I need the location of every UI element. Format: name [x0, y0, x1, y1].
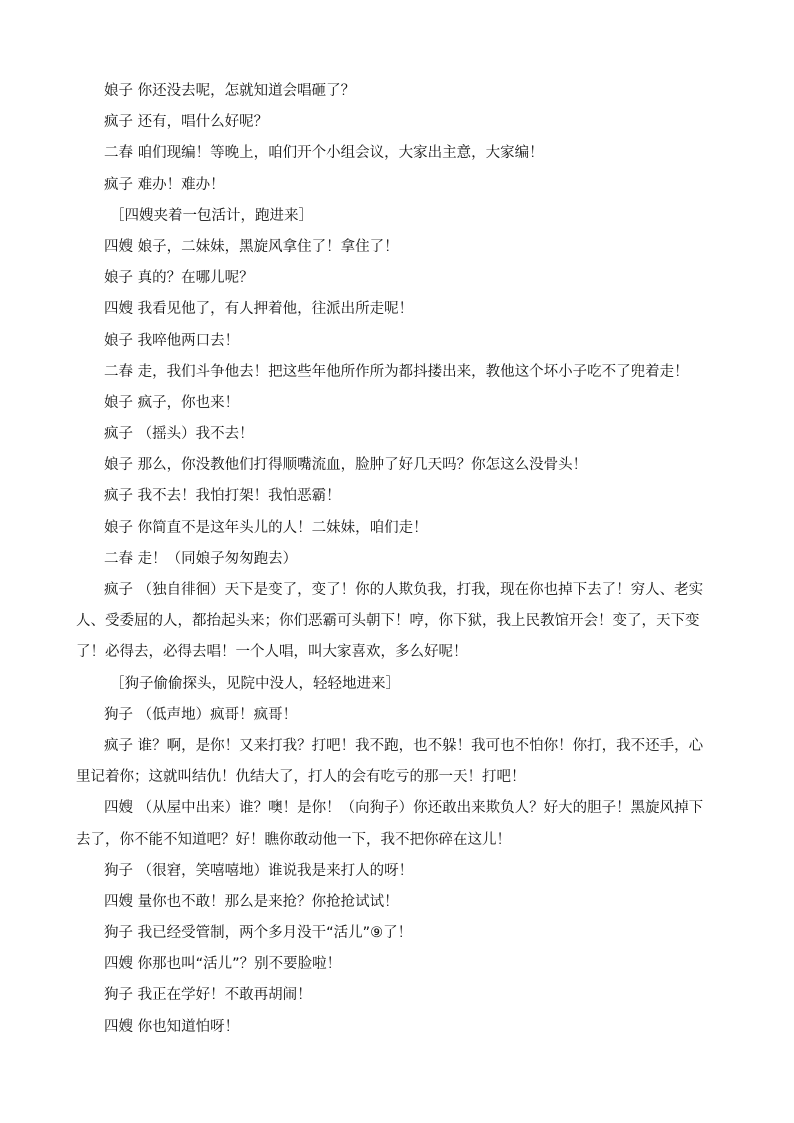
- dialogue-line: 娘子 疯子，你也来！: [104, 394, 240, 411]
- dialogue-line: 娘子 我啐他两口去！: [104, 332, 240, 349]
- dialogue-line: 四嫂 （从屋中出来）谁？噢！是你！（向狗子）你还敢出来欺负人？好大的胆子！黑旋风掉下: [104, 800, 704, 817]
- dialogue-line: 四嫂 娘子，二妹妹，黑旋风拿住了！拿住了！: [104, 238, 399, 255]
- dialogue-line: 疯子 （摇头）我不去！: [104, 426, 254, 443]
- dialogue-line: 人、受委屈的人，都抬起头来；你们恶霸可头朝下！哼，你下狱，我上民教馆开会！变了，天下变: [76, 613, 700, 630]
- stage-direction: ［狗子偷偷探头，见院中没人，轻轻地进来］: [110, 675, 400, 692]
- dialogue-line: 狗子 （低声地）疯哥！疯哥！: [104, 706, 298, 723]
- dialogue-line: 里记着你；这就叫结仇！仇结大了，打人的会有吃亏的那一天！打吧！: [76, 769, 526, 786]
- dialogue-line: 二春 咱们现编！等晚上，咱们开个小组会议，大家出主意，大家编！: [104, 145, 544, 162]
- dialogue-line: 疯子 我不去！我怕打架！我怕恶霸！: [104, 488, 341, 505]
- dialogue-line: 娘子 那么，你没教他们打得顺嘴流血，脸肿了好几天吗？你怎这么没骨头！: [104, 457, 588, 474]
- dialogue-line: 二春 走，我们斗争他去！把这些年他所作所为都抖搂出来，教他这个坏小子吃不了兜着走！: [104, 363, 689, 380]
- dialogue-line: 娘子 真的？在哪儿呢？: [104, 270, 254, 287]
- dialogue-line: 疯子 （独自徘徊）天下是变了，变了！你的人欺负我，打我，现在你也掉下去了！穷人、老实: [104, 582, 704, 598]
- dialogue-line: 四嫂 我看见他了，有人押着他，往派出所走呢！: [104, 301, 414, 318]
- dialogue-line: 疯子 谁？啊，是你！又来打我？打吧！我不跑，也不躲！我可也不怕你！你打，我不还手，心: [104, 737, 704, 754]
- dialogue-line: 娘子 你还没去呢，怎就知道会唱砸了？: [104, 83, 356, 99]
- stage-direction: ［四嫂夹着一包活计，跑进来］: [110, 207, 313, 224]
- dialogue-line: 二春 走！（同娘子匆匆跑去）: [104, 550, 298, 567]
- dialogue-line: 疯子 难办！难办！: [104, 176, 225, 193]
- dialogue-line: 去了，你不能不知道吧？好！瞧你敢动他一下，我不把你碎在这儿！: [76, 831, 511, 848]
- dialogue-line: 狗子 我已经受管制，两个多月没干“活儿”⑨了！: [104, 925, 413, 942]
- dialogue-line: 了！必得去，必得去唱！一个人唱，叫大家喜欢，多么好呢！: [76, 644, 468, 661]
- dialogue-line: 娘子 你简直不是这年头儿的人！二妹妹，咱们走！: [104, 519, 428, 536]
- dialogue-line: 四嫂 你也知道怕呀！: [104, 1018, 240, 1035]
- dialogue-line: 四嫂 你那也叫“活儿”？别不要脸啦！: [104, 956, 342, 973]
- dialogue-line: 疯子 还有，唱什么好呢？: [104, 114, 269, 131]
- dialogue-line: 狗子 我正在学好！不敢再胡闹！: [104, 987, 312, 1004]
- script-text: [0, 78, 794, 1045]
- dialogue-line: 四嫂 量你也不敢！那么是来抢？你抢抢试试！: [104, 893, 399, 910]
- dialogue-line: 狗子 （很窘，笑嘻嘻地）谁说我是来打人的呀！: [104, 862, 414, 879]
